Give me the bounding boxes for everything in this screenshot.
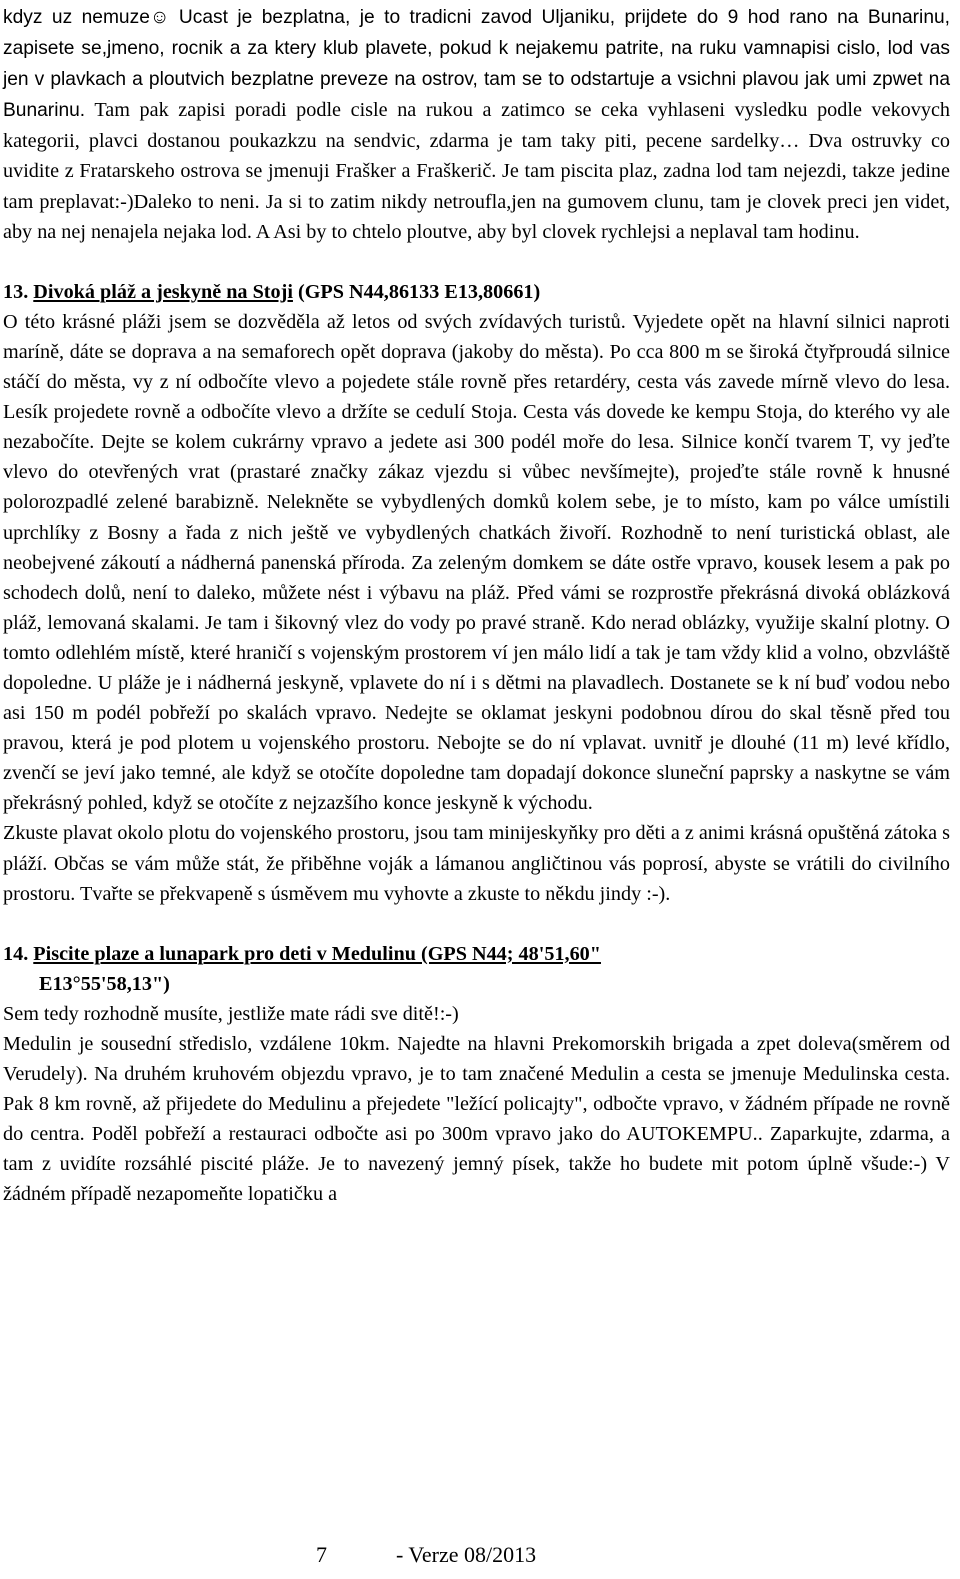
intro-paragraph <box>3 2 950 247</box>
section-13-title: Divoká pláž a jeskyně na Stoji <box>33 280 293 303</box>
section-14-title-line2: E13°55'58,13") <box>39 972 170 995</box>
section-13-heading <box>3 277 950 307</box>
spacer <box>3 247 950 277</box>
version-label: - Verze 08/2013 <box>396 1542 537 1567</box>
section-14-intro: Sem tedy rozhodně musíte, jestliže mate rádi sve ditě!:-) <box>3 1002 459 1025</box>
section-13-number: 13. <box>3 280 29 303</box>
section-14-title: Piscite plaze a lunapark pro deti v Medulinu (GPS N44; 48'51,60" <box>33 942 601 965</box>
section-13-gps: (GPS N44,86133 E13,80661) <box>292 280 541 303</box>
section-14-number: 14. <box>3 942 29 965</box>
section-14-body: Medulin je sousední středislo, vzdálene 10km. Najedte na hlavni Prekomorskih brigada a zpet doleva(směrem od Verudely). Na druhém kruhovém objezdu vpravo, je to tam značené Medulin a cesta se jmenuje Medulinska cesta. Pak 8 km rovně, až přijedete do Medulinu a přejedete "ležící policajty", odbočte vpravo, v žádném případe ne rovně do centra. Poděl pobřeží a restauraci odbočte asi po 300m vpravo jako do AUTOKEMPU.. Zaparkujte, zdarma, a tam z uvidíte rozsáhlé piscité pláže. Je to navezený jemný písek, takže ho budete mit potom úplně všude:-) V žádném případě nezapomeňte lopatičku a <box>3 1033 950 1206</box>
intro-sans-text: kdyz uz nemuze☺ Ucast je bezplatna, je to tradicni zavod Uljaniku, prijdete do 9 hod rano na Bunarinu, zapisete se,jmeno, rocnik a za ktery klub plavete, pokud k nejakemu patrite, na ruku vamnapisi cislo, lod vas jen v plavkach a ploutvich bezplatne preveze na ostrov, tam se to odstartuje a vsichni plavou jak umi zpwet na Bunarinu. <box>3 7 950 122</box>
intro-serif-text: Tam pak zapisi poradi podle cisle na rukou a zatimco se ceka vyhlaseni vysledku podle vekovych kategorii, plavci dostanou poukazkzu na sendvic, zdarma je tam taky piti, pecene sardelky… Dva ostruvky co uvidite z Fratarskeho ostrova se jmenuji Frašker a Fraškerič. Je tam piscita plaz, zadna lod tam nejezdi, takze jedine tam preplavat:-)Daleko to neni. Ja si to zatim nikdy netroufla,jen na gumovem clunu, tam je clovek preci jen videt, aby na nej nenajela nejaka lod. A Asi by to chtelo ploutve, aby byl clovek rychlejsi a neplaval tam hodinu. <box>3 99 950 243</box>
section-13-body-2: Zkuste plavat okolo plotu do vojenského prostoru, jsou tam minijeskyňky pro děti a z animi krásná opuštěná zátoka s pláží. Občas se vám může stát, že přiběhne voják a lámanou angličtinou vás poprosí, abyste se vrátili do civilního prostoru. Tvařte se překvapeně s úsměvem mu vyhovte a zkuste to někdu jindy :-). <box>3 822 950 905</box>
page-number: 7 <box>316 1542 327 1567</box>
section-13-body: O této krásné pláži jsem se dozvěděla až letos od svých zvídavých turistů. Vyjedete opět na hlavní silnici naproti maríně, dáte se doprava a na semaforech opět doprava (jakoby do města). Po cca 800 m se široká čtyřproudá silnice stáčí do města, vy z ní odbočíte vlevo a pojedete stále rovně přes retardéry, cesta vás zavede mírně vlevo do lesa. Lesík projedete rovně a odbočíte vlevo a držíte se cedulí Stoja. Cesta vás dovede ke kempu Stoja, do kterého vy ale nezabočíte. Dejte se kolem cukrárny vpravo a jedete asi 300 podél moře do lesa. Silnice končí tvarem T, vy jeďte vlevo do otevřených vrat (prastaré značky zákaz vjezdu si vůbec nevšímejte), projeďte stále rovně k hnusné polorozpadlé zelené barabizně. Nelekněte se vybydlených domků kolem sebe, je to místo, kam po válce umístili uprchlíky z Bosny a řada z nich ještě ve vybydlených chatkách živoří. Rozhodně to není turistická oblast, ale neobejvené zákoutí a nádherná panenská příroda. Za zeleným domkem se dáte ostře vpravo, kousek lesem a pak po schodech dolů, není to daleko, můžete nést i výbavu na pláž. Před vámi se rozprostře překrásná divoká oblázková pláž, lemovaná skalami. Je tam i šikovný vlez do vody po pravé straně. Kdo nerad oblázky, využije skalní plotny. O tomto odlehlém místě, které hraničí s vojenským prostorem ví jen málo lidí a tak je tam vždy klid a volno, obzvláště dopoledne. U pláže je i nádherná jeskyně, vplavete do ní i s dětmi na plavadlech. Dostanete se k ní buď vodou nebo asi 150 m podél pobřeží po skalách vpravo. Nedejte se oklamat jeskyni podobnou dírou do skal těsně před tou pravou, která je pod plotem u vojenského prostoru. Nebojte se do ní vplavat. uvnitř je dlouhé (11 m) levé křídlo, zvenčí se jeví jako temné, ale když se otočíte dopoledne tam dopadají dokonce sluneční paprsky a naskytne se vám překrásný pohled, když se otočíte z nejzazšího konce jeskyně k východu. <box>3 310 950 815</box>
spacer <box>3 909 950 939</box>
section-14-heading <box>3 939 950 999</box>
document-page <box>3 0 950 1210</box>
